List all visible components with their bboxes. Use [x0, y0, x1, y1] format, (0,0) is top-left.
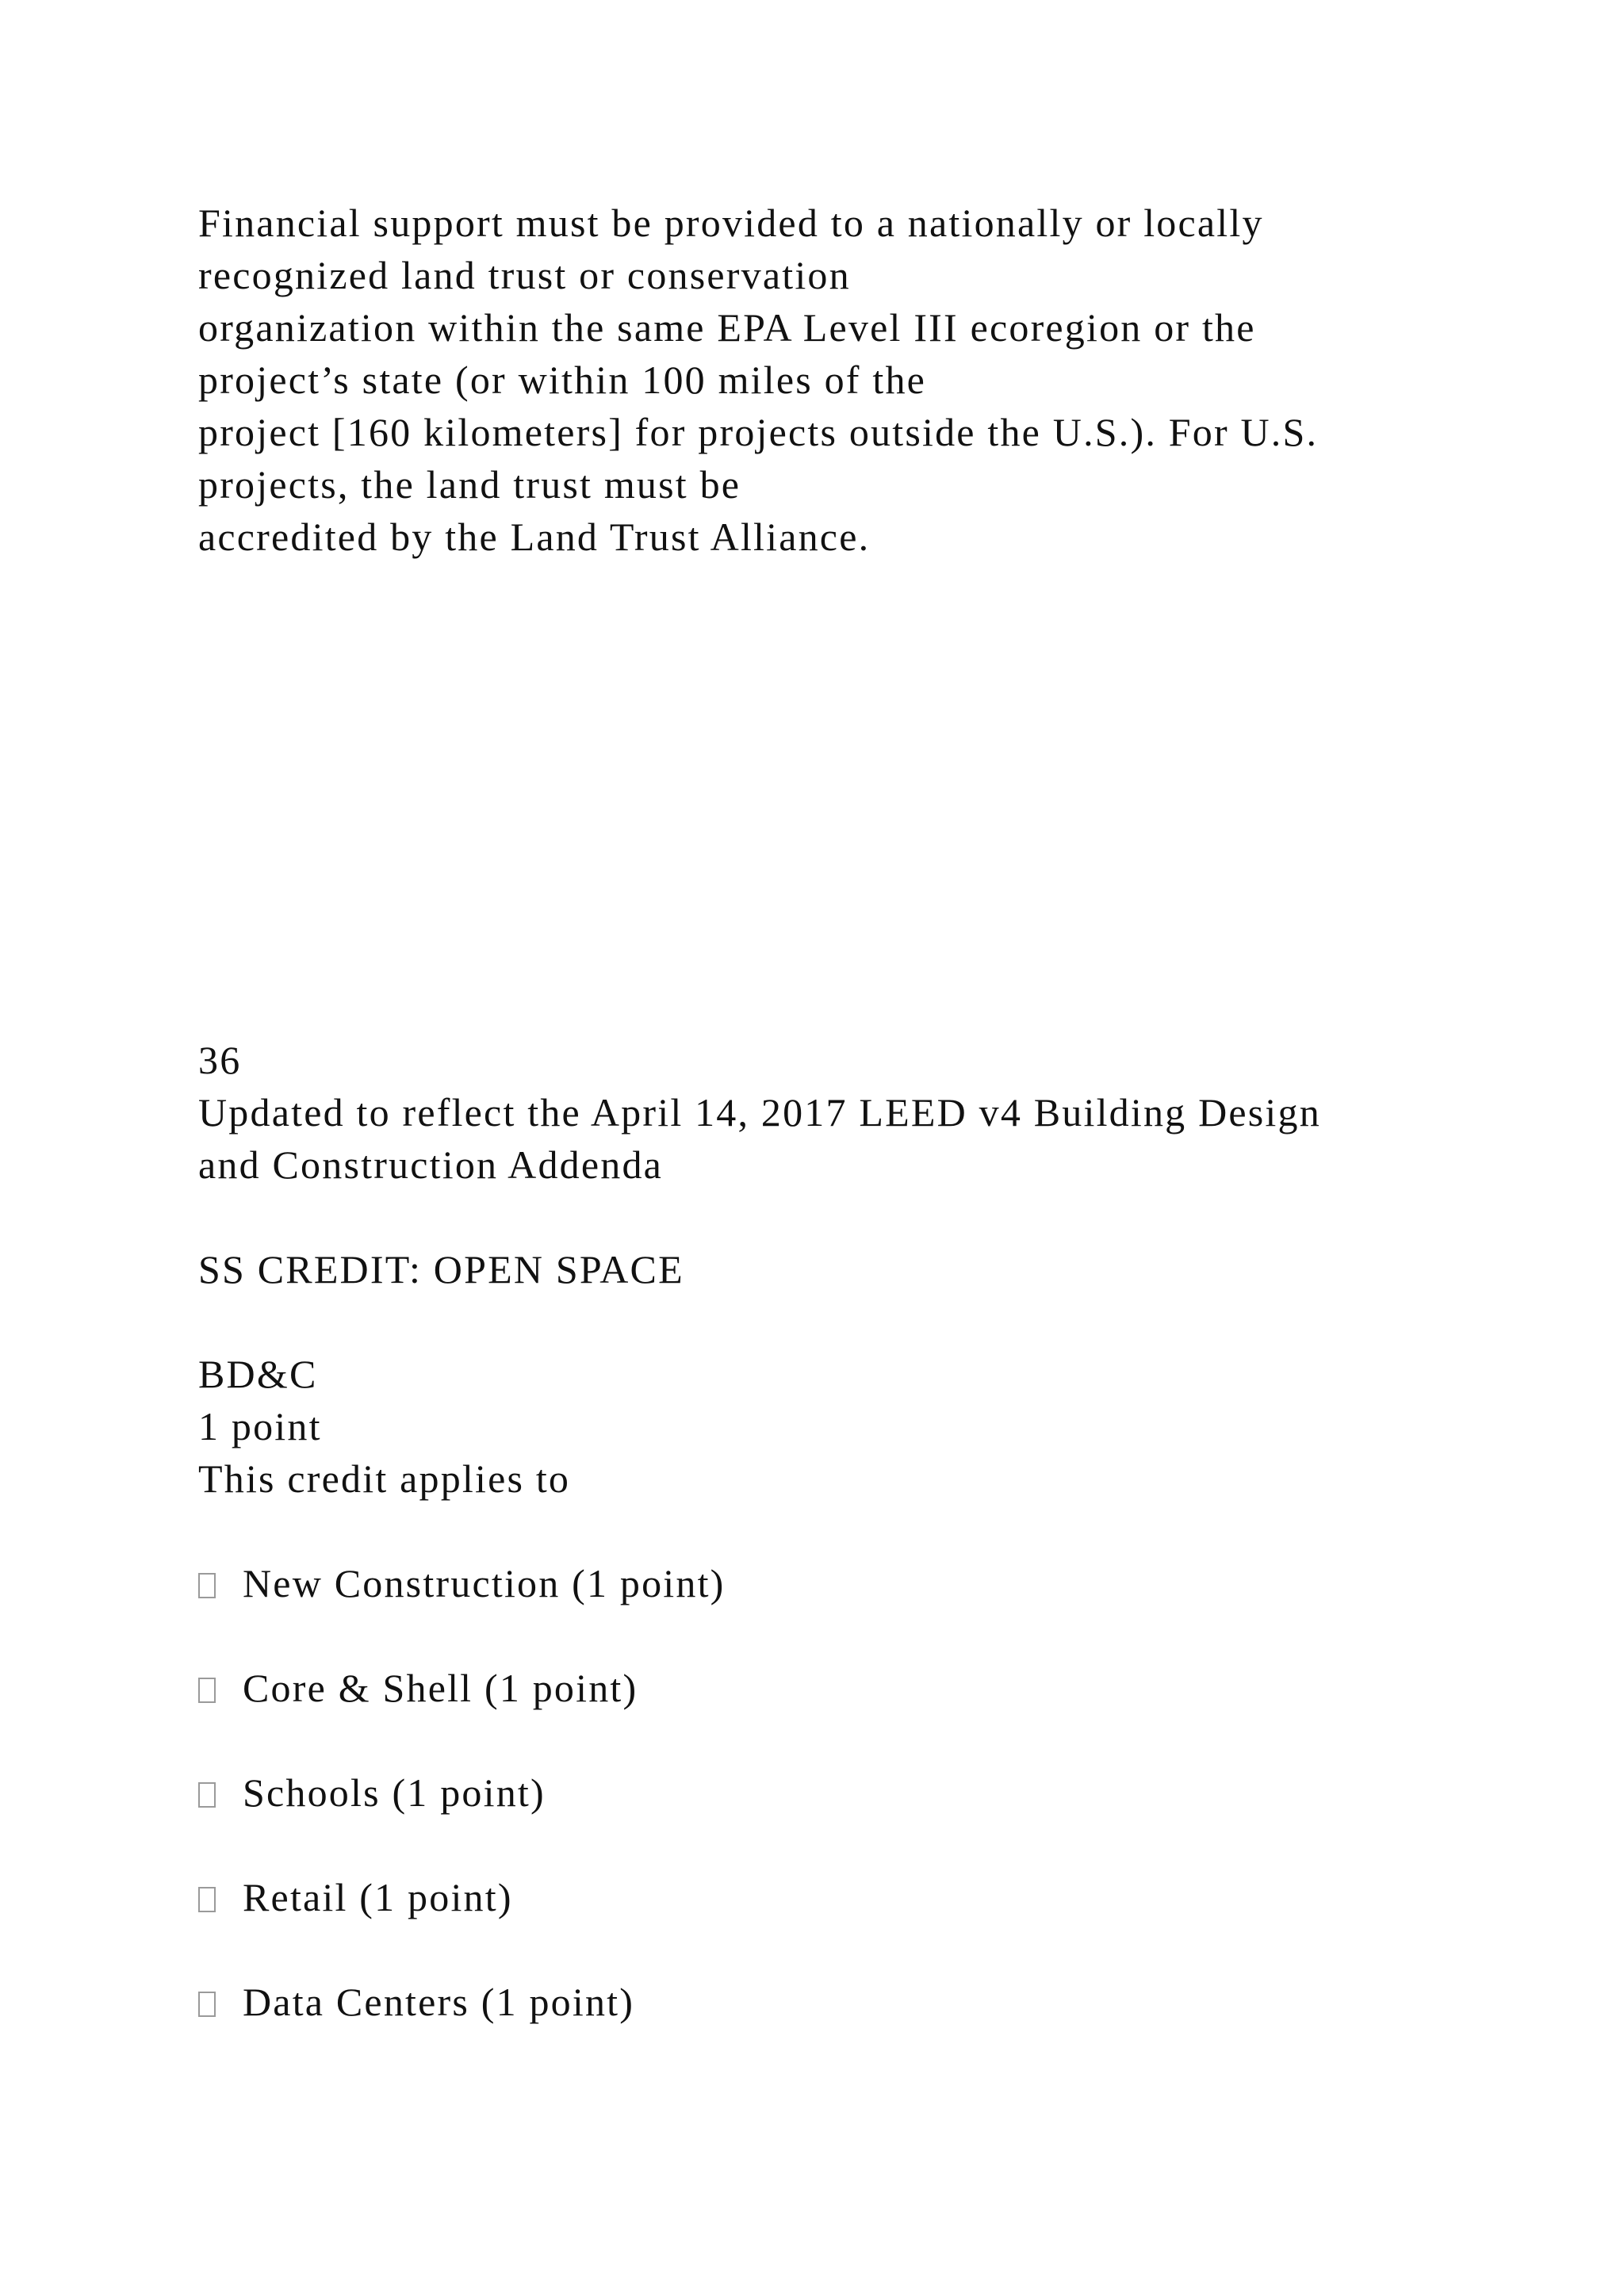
checkbox-glyph-icon: [198, 1573, 216, 1598]
applies-to-item: [198, 1766, 546, 1819]
applies-to-item: [198, 1557, 726, 1609]
checkbox-glyph-icon: [198, 1992, 216, 2017]
paragraph-line: project’s state (or within 100 miles of the: [198, 358, 927, 402]
paragraph-line: projects, the land trust must be: [198, 462, 741, 507]
applies-to-item-label: New Construction (1 point): [243, 1561, 726, 1605]
applies-to-item-label: Schools (1 point): [243, 1770, 546, 1815]
applies-to-item-label: Core & Shell (1 point): [243, 1666, 638, 1710]
applies-to-item: [198, 1662, 638, 1714]
applies-to-item: [198, 1976, 634, 2028]
checkbox-glyph-icon: [198, 1678, 216, 1703]
page-number: 36: [198, 1038, 242, 1082]
paragraph-line: accredited by the Land Trust Alliance.: [198, 515, 871, 559]
checkbox-glyph-icon: [198, 1782, 216, 1808]
applies-to-item: [198, 1871, 513, 1923]
paragraph-line: Financial support must be provided to a nationally or locally: [198, 201, 1264, 245]
paragraph-line: recognized land trust or conservation: [198, 253, 851, 297]
applies-to-item-label: Data Centers (1 point): [243, 1980, 635, 2024]
header-note-line: Updated to reflect the April 14, 2017 LEED v4 Building Design: [198, 1090, 1321, 1135]
credit-points: 1 point: [198, 1404, 322, 1448]
paragraph-line: project [160 kilometers] for projects outside the U.S.). For U.S.: [198, 410, 1319, 454]
checkbox-glyph-icon: [198, 1887, 216, 1912]
header-note-line: and Construction Addenda: [198, 1142, 664, 1187]
applies-to-label: This credit applies to: [198, 1456, 571, 1501]
credit-title: SS CREDIT: OPEN SPACE: [198, 1247, 684, 1292]
paragraph-line: organization within the same EPA Level III ecoregion or the: [198, 305, 1256, 350]
applies-to-item-label: Retail (1 point): [243, 1875, 513, 1919]
rating-system: BD&C: [198, 1352, 318, 1396]
